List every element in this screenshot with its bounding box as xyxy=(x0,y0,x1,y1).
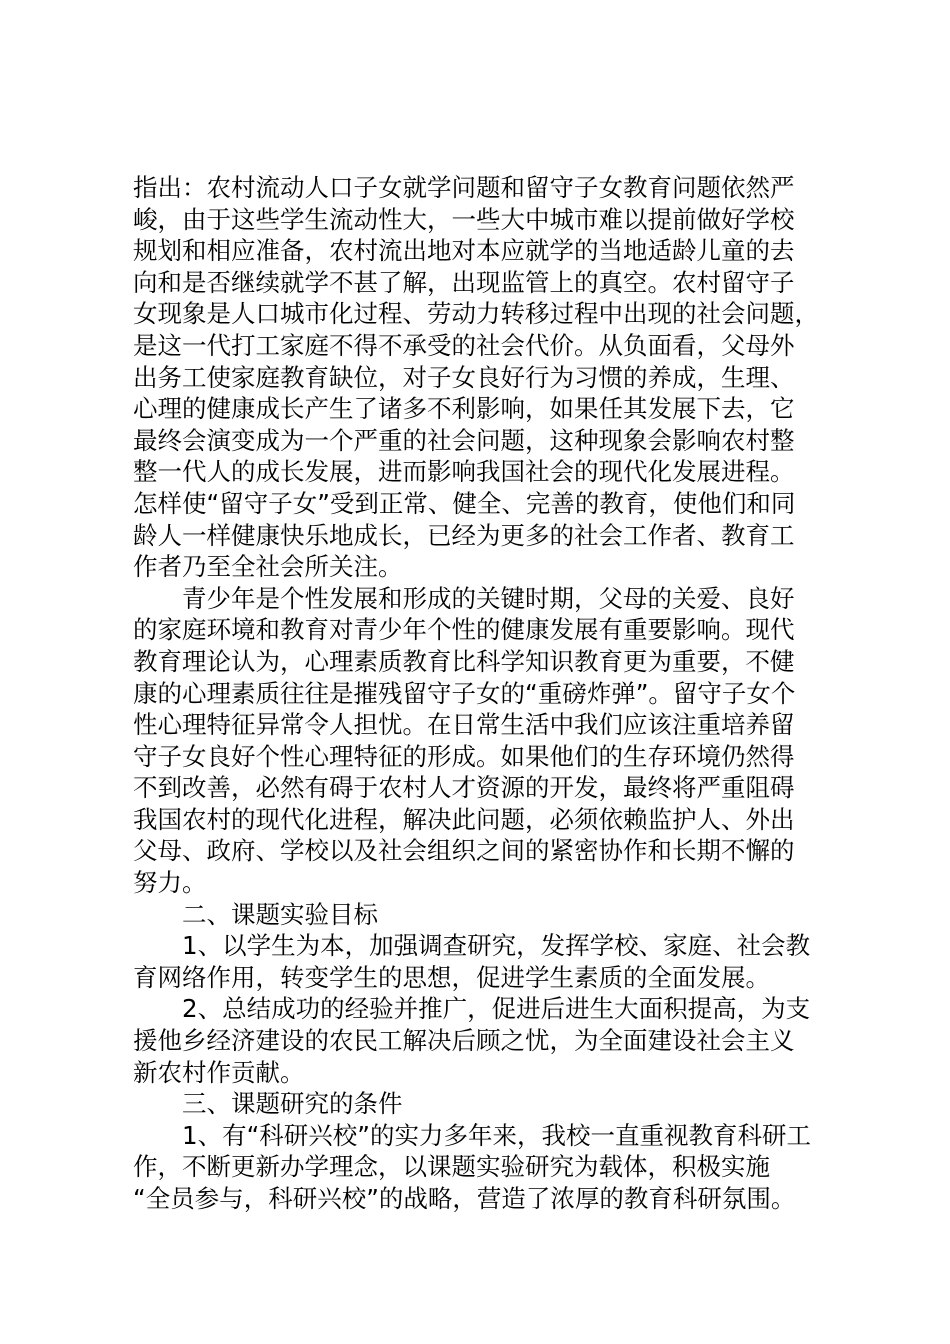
text-line: 作者乃至全社会所关注。 xyxy=(133,552,403,582)
text-line: 援他乡经济建设的农民工解决后顾之忧，为全面建设社会主义 xyxy=(133,1026,795,1056)
text-line: 新农村作贡献。 xyxy=(133,1057,305,1087)
text-line: 1、有“科研兴校”的实力多年来，我校一直重视教育科研工 xyxy=(133,1120,811,1150)
text-line: 青少年是个性发展和形成的关键时期，父母的关爱、良好 xyxy=(133,583,795,613)
text-line: 向和是否继续就学不甚了解，出现监管上的真空。农村留守子 xyxy=(133,267,795,297)
text-line: 教育理论认为，心理素质教育比科学知识教育更为重要，不健 xyxy=(133,646,795,676)
body-text xyxy=(133,172,833,1215)
text-line: 出务工使家庭教育缺位，对子女良好行为习惯的养成，生理、 xyxy=(133,362,795,392)
text-line: 父母、政府、学校以及社会组织之间的紧密协作和长期不懈的 xyxy=(133,836,795,866)
text-line: 守子女良好个性心理特征的形成。如果他们的生存环境仍然得 xyxy=(133,741,795,771)
text-line: 的家庭环境和教育对青少年个性的健康发展有重要影响。现代 xyxy=(133,615,795,645)
text-line: 女现象是人口城市化过程、劳动力转移过程中出现的社会问题， xyxy=(133,299,819,329)
text-line: 育网络作用，转变学生的思想，促进学生素质的全面发展。 xyxy=(133,962,770,992)
text-line: 峻，由于这些学生流动性大，一些大中城市难以提前做好学校 xyxy=(133,204,795,234)
text-line: 我国农村的现代化进程，解决此问题，必须依赖监护人、外出 xyxy=(133,804,795,834)
text-line: 指出：农村流动人口子女就学问题和留守子女教育问题依然严 xyxy=(133,173,795,202)
text-line: 不到改善，必然有碍于农村人才资源的开发，最终将严重阻碍 xyxy=(133,773,795,803)
section-heading: 三、课题研究的条件 xyxy=(133,1089,403,1119)
text-line: 规划和相应准备，农村流出地对本应就学的当地适龄儿童的去 xyxy=(133,236,795,266)
text-line: “全员参与，科研兴校”的战略，营造了浓厚的教育科研氛围。 xyxy=(133,1184,796,1213)
text-line: 2、总结成功的经验并推广，促进后进生大面积提高，为支 xyxy=(133,994,811,1024)
text-line: 整一代人的成长发展，进而影响我国社会的现代化发展进程。 xyxy=(133,457,795,487)
section-heading: 二、课题实验目标 xyxy=(133,899,378,929)
text-line: 努力。 xyxy=(133,868,207,898)
text-line: 龄人一样健康快乐地成长，已经为更多的社会工作者、教育工 xyxy=(133,520,795,550)
text-line: 性心理特征异常令人担忧。在日常生活中我们应该注重培养留 xyxy=(133,710,795,740)
text-line: 是这一代打工家庭不得不承受的社会代价。从负面看，父母外 xyxy=(133,330,795,360)
text-line: 作，不断更新办学理念，以课题实验研究为载体，积极实施 xyxy=(133,1152,770,1182)
text-line: 1、以学生为本，加强调查研究，发挥学校、家庭、社会教 xyxy=(133,931,811,961)
text-line: 康的心理素质往往是摧残留守子女的“重磅炸弹”。留守子女个 xyxy=(133,678,796,708)
text-line: 心理的健康成长产生了诸多不利影响，如果任其发展下去，它 xyxy=(133,394,795,424)
text-line: 怎样使“留守子女”受到正常、健全、完善的教育，使他们和同 xyxy=(133,488,796,518)
text-line: 最终会演变成为一个严重的社会问题，这种现象会影响农村整 xyxy=(133,425,795,455)
